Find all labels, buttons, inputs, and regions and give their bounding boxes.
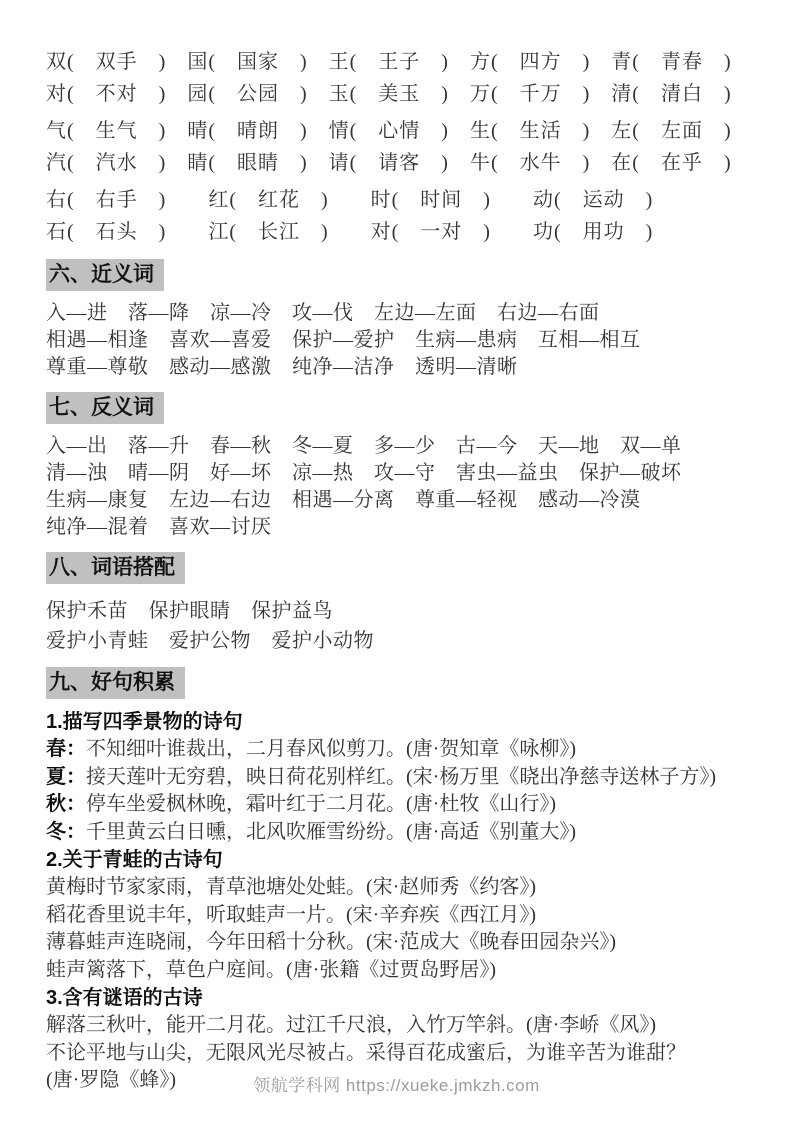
poem-text: (唐·罗隐《蜂》): [46, 1069, 176, 1091]
antonyms-section: [46, 392, 749, 541]
antonym-pairs-line: 纯净—混着 喜欢—讨厌: [46, 516, 272, 538]
collocations-list: [46, 596, 749, 656]
collocations-section: [46, 552, 749, 656]
poem-text: 解落三秋叶，能开二月花。过江千尺浪，入竹万竿斜。(唐·李峤《风》): [46, 1014, 656, 1036]
antonym-pairs-line: 清—浊 晴—阴 好—坏 凉—热 攻—守 害虫—益虫 保护—破坏: [46, 462, 682, 484]
synonyms-section: [46, 259, 749, 381]
word-formation-group-1: [46, 46, 749, 110]
poem-line: [46, 1040, 749, 1068]
poem-line: [46, 929, 749, 957]
word-pairs-line: 气( 生气 ) 晴( 晴朗 ) 情( 心情 ) 生( 生活 ) 左( 左面 ): [46, 120, 732, 142]
poem-text: 薄暮蛙声连晓闹，今年田稻十分秋。(宋·范成大《晚春田园杂兴》): [46, 931, 616, 953]
watermark-footer: [0, 1071, 793, 1096]
poem-text: 蛙声篱落下，草色户庭间。(唐·张籍《过贾岛野居》): [46, 958, 496, 981]
section-title-highlight: 七、反义词: [46, 392, 164, 424]
antonym-pairs-line: 入—出 落—升 春—秋 冬—夏 多—少 古—今 天—地 双—单: [46, 435, 682, 457]
poem-line-summer: [46, 764, 749, 792]
subsection-title-riddles: 3.含有谜语的古诗: [46, 987, 203, 1009]
collocations-section-header: [46, 552, 749, 584]
poem-line-autumn: [46, 791, 749, 819]
synonyms-section-header: [46, 259, 749, 291]
word-pairs-line: 石( 石头 ) 江( 长江 ) 对( 一对 ) 功( 用功 ): [46, 221, 654, 243]
poem-text: 稻花香里说丰年，听取蛙声一片。(宋·辛弃疾《西江月》): [46, 903, 536, 926]
season-label: 春：: [46, 738, 86, 760]
word-formation-group-2: [46, 115, 749, 179]
collocation-line: 爱护小青蛙 爱护公物 爱护小动物: [46, 630, 374, 652]
poem-text: 不知细叶谁裁出，二月春风似剪刀。(唐·贺知章《咏柳》): [86, 738, 576, 760]
season-label: 夏：: [46, 765, 86, 788]
subsection-title-frogs: 2.关于青蛙的古诗句: [46, 849, 223, 871]
synonym-pairs-line: 尊重—尊敬 感动—感激 纯净—洁净 透明—清晰: [46, 356, 518, 378]
section-title-highlight: 九、好句积累: [46, 667, 185, 699]
good-sentences-section: [46, 667, 749, 1095]
subsection-title-seasons: 1.描写四季景物的诗句: [46, 711, 243, 733]
season-label: 冬：: [46, 820, 86, 843]
word-formation-group-3: [46, 184, 749, 248]
section-title-highlight: 六、近义词: [46, 259, 164, 291]
season-label: 秋：: [46, 793, 86, 815]
poem-text: 不论平地与山尖，无限风光尽被占。采得百花成蜜后，为谁辛苦为谁甜？: [46, 1041, 686, 1064]
poem-line: [46, 902, 749, 930]
synonym-pairs-line: 入—进 落—降 凉—冷 攻—伐 左边—左面 右边—右面: [46, 302, 600, 324]
poem-line-winter: [46, 819, 749, 847]
poem-line-spring: [46, 736, 749, 764]
antonym-pairs-line: 生病—康复 左边—右边 相遇—分离 尊重—轻视 感动—冷漠: [46, 489, 641, 511]
word-pairs-line: 汽( 汽水 ) 睛( 眼睛 ) 请( 请客 ) 牛( 水牛 ) 在( 在乎 ): [46, 152, 732, 174]
section-title-highlight: 八、词语搭配: [46, 552, 185, 584]
watermark-link[interactable]: 领航学科网 https://xueke.jmkzh.com: [253, 1076, 540, 1095]
poem-line: [46, 1012, 749, 1040]
word-formation-section: [46, 46, 749, 248]
poem-text: 停车坐爱枫林晚，霜叶红于二月花。(唐·杜牧《山行》): [86, 793, 556, 815]
poem-line: [46, 874, 749, 902]
word-pairs-line: 双( 双手 ) 国( 国家 ) 王( 王子 ) 方( 四方 ) 青( 青春 ): [46, 51, 732, 73]
synonym-pairs-line: 相遇—相逢 喜欢—喜爱 保护—爱护 生病—患病 互相—相互: [46, 329, 641, 351]
poem-text: 接天莲叶无穷碧，映日荷花别样红。(宋·杨万里《晓出净慈寺送林子方》): [86, 765, 716, 788]
good-sentences-section-header: [46, 667, 749, 699]
collocation-line: 保护禾苗 保护眼睛 保护益鸟: [46, 600, 333, 622]
poem-line: [46, 957, 749, 985]
poem-text: 千里黄云白日曛，北风吹雁雪纷纷。(唐·高适《别董大》): [86, 820, 576, 843]
word-pairs-line: 对( 不对 ) 园( 公园 ) 玉( 美玉 ) 万( 千万 ) 清( 清白 ): [46, 83, 732, 105]
word-pairs-line: 右( 右手 ) 红( 红花 ) 时( 时间 ) 动( 运动 ): [46, 189, 654, 211]
antonyms-section-header: [46, 392, 749, 424]
poem-text: 黄梅时节家家雨，青草池塘处处蛙。(宋·赵师秀《约客》): [46, 876, 536, 898]
